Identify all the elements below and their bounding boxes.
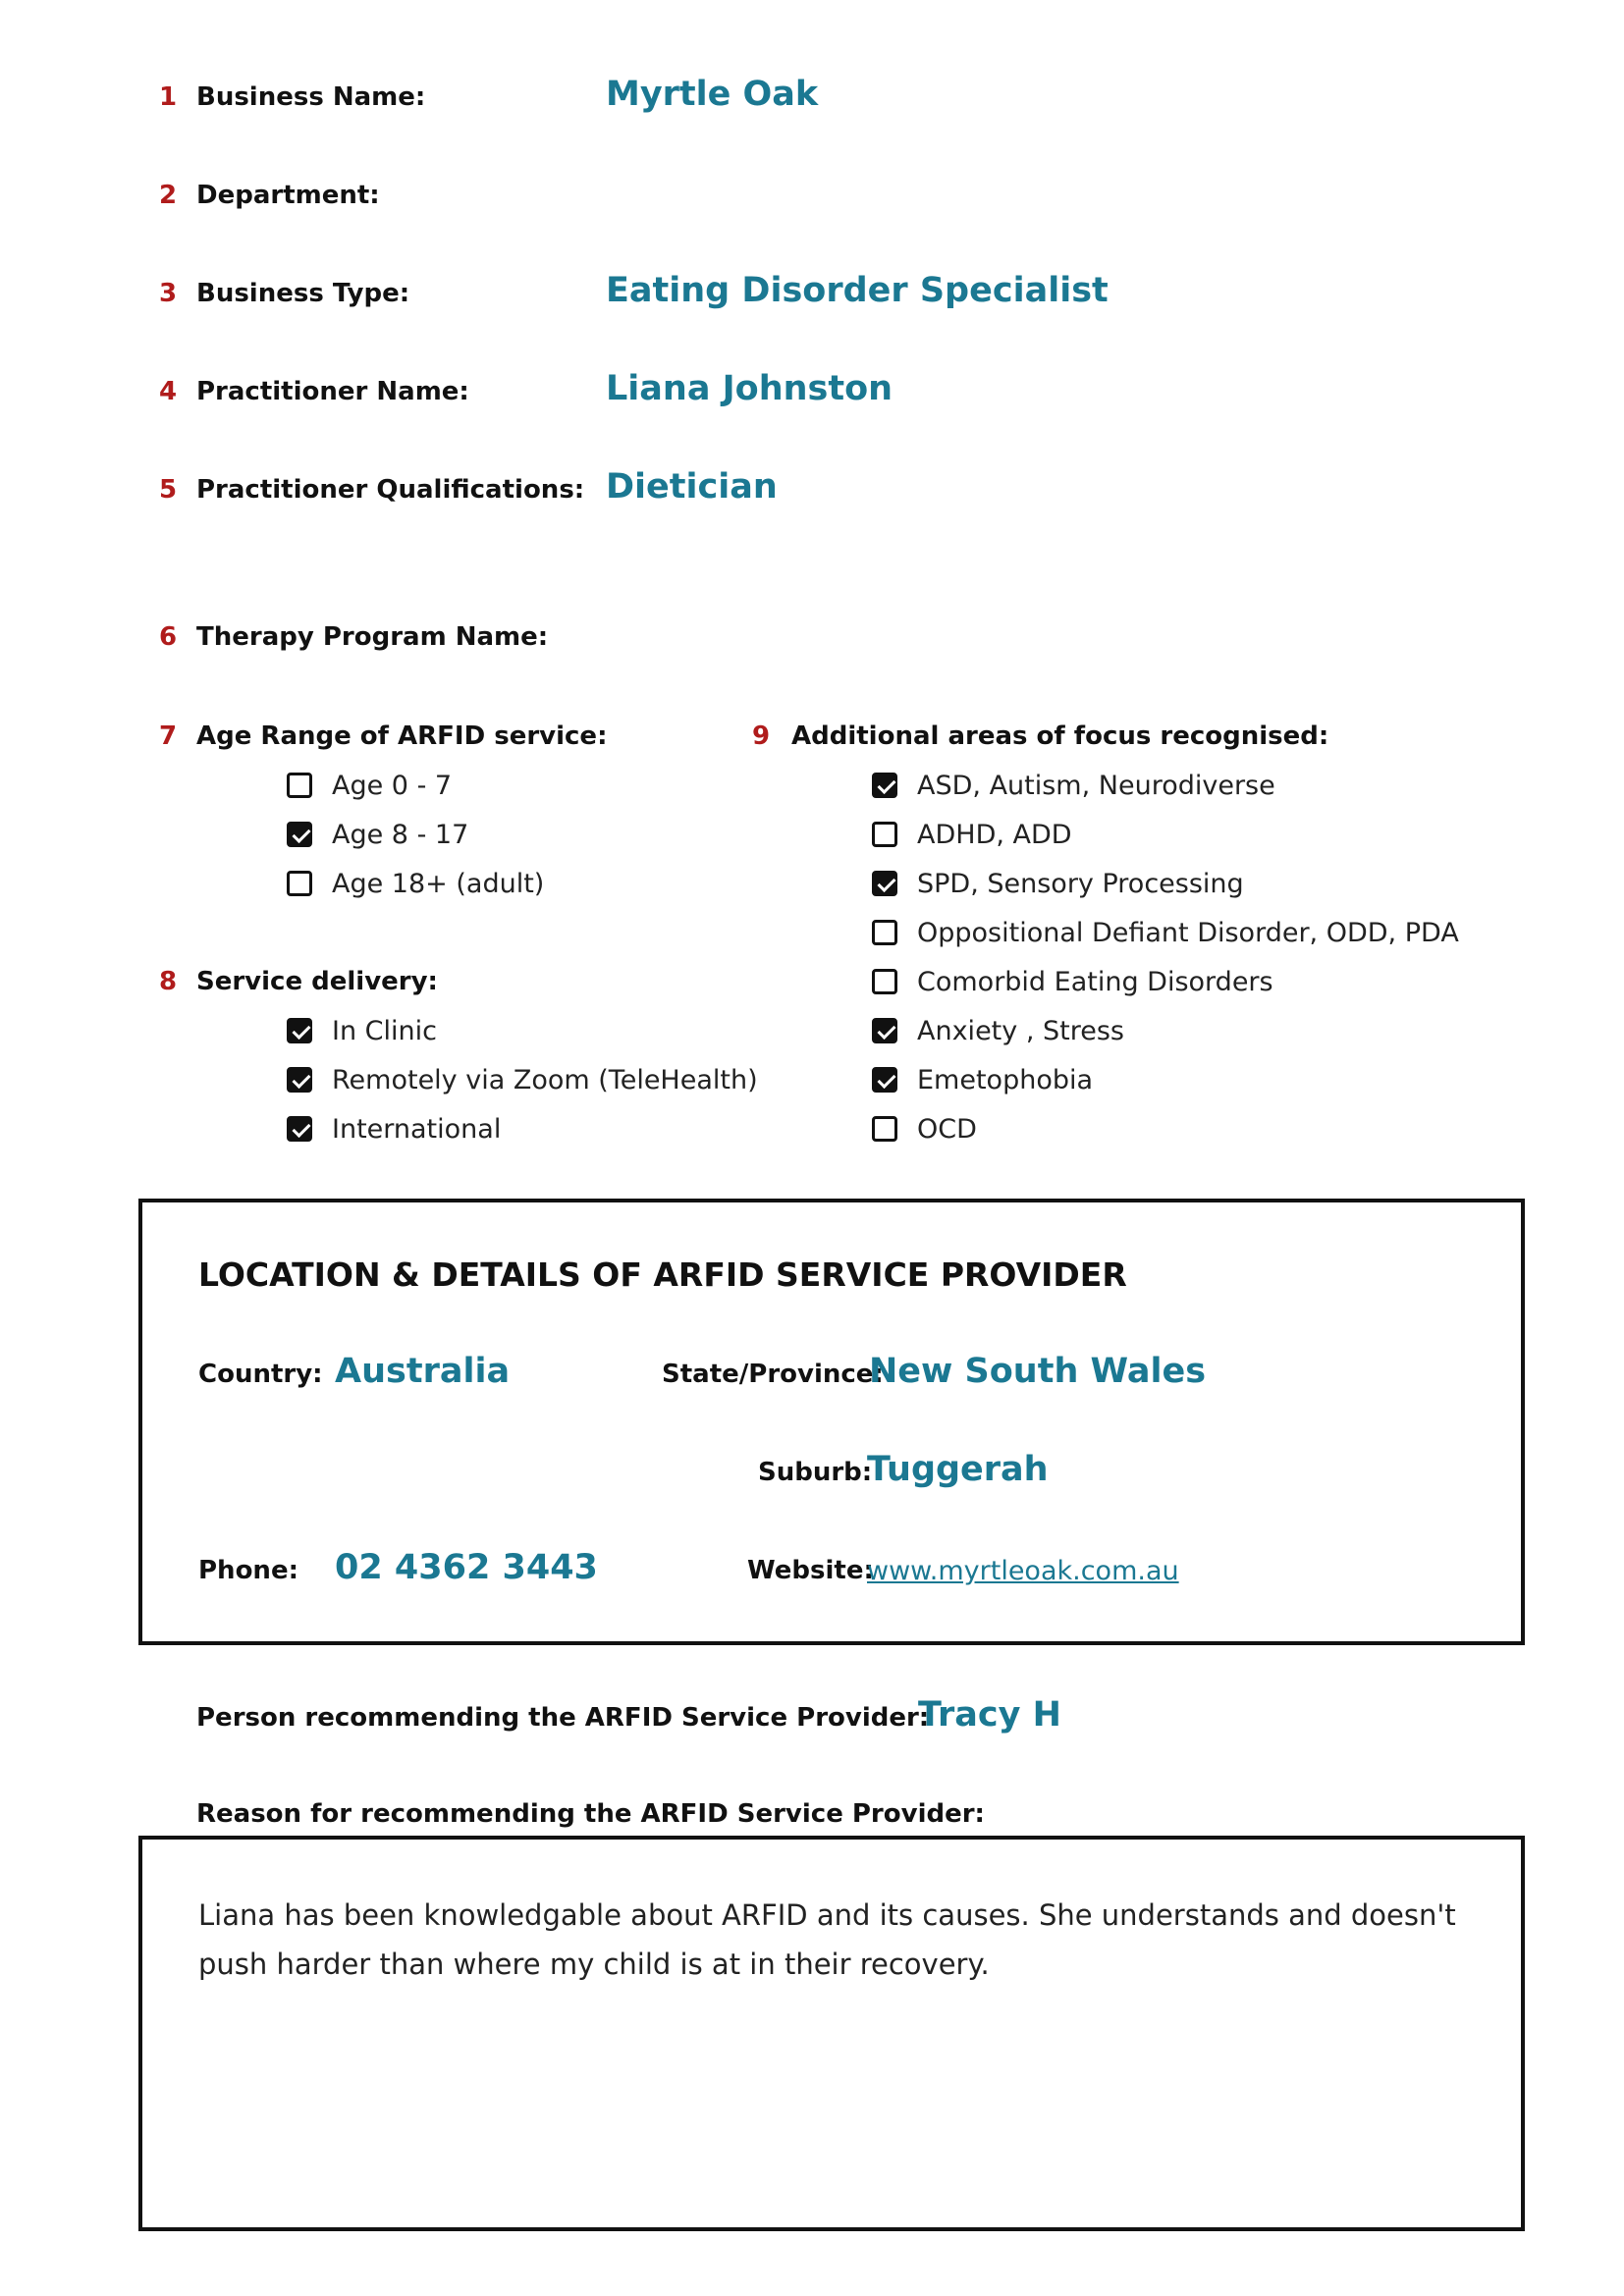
state-label: State/Province: xyxy=(662,1360,884,1389)
field-number: 6 xyxy=(159,622,178,652)
field-number: 9 xyxy=(752,721,771,751)
spd-label: SPD, Sensory Processing xyxy=(917,869,1244,899)
asd-label: ASD, Autism, Neurodiverse xyxy=(917,771,1275,801)
therapy-program-label: Therapy Program Name: xyxy=(196,622,549,652)
international-label: International xyxy=(332,1114,502,1145)
field-number: 5 xyxy=(159,475,178,505)
practitioner-qualifications-value: Dietician xyxy=(606,467,778,507)
recommender-label: Person recommending the ARFID Service Provider: xyxy=(196,1703,930,1733)
odd-checkbox[interactable] xyxy=(872,920,897,945)
field-number: 1 xyxy=(159,82,178,112)
telehealth-label: Remotely via Zoom (TeleHealth) xyxy=(332,1065,758,1095)
reason-box xyxy=(138,1836,1525,2231)
website-link[interactable]: www.myrtleoak.com.au xyxy=(867,1556,1179,1586)
anxiety-label: Anxiety , Stress xyxy=(917,1016,1124,1046)
adhd-label: ADHD, ADD xyxy=(917,820,1072,850)
in-clinic-checkbox[interactable] xyxy=(287,1018,312,1043)
age-8-17-checkbox[interactable] xyxy=(287,822,312,847)
asd-checkbox[interactable] xyxy=(872,773,897,798)
phone-label: Phone: xyxy=(198,1556,298,1585)
suburb-value: Tuggerah xyxy=(867,1450,1049,1489)
website-label: Website: xyxy=(747,1556,874,1585)
age-range-label: Age Range of ARFID service: xyxy=(196,721,608,751)
recommender-value: Tracy H xyxy=(918,1695,1061,1735)
practitioner-qualifications-label: Practitioner Qualifications: xyxy=(196,475,585,505)
telehealth-checkbox[interactable] xyxy=(287,1067,312,1093)
age-18-adult-label: Age 18+ (adult) xyxy=(332,869,545,899)
comorbid-label: Comorbid Eating Disorders xyxy=(917,967,1273,997)
ocd-label: OCD xyxy=(917,1114,977,1145)
spd-checkbox[interactable] xyxy=(872,871,897,896)
suburb-label: Suburb: xyxy=(758,1458,873,1487)
service-delivery-label: Service delivery: xyxy=(196,967,438,996)
anxiety-checkbox[interactable] xyxy=(872,1018,897,1043)
location-title: LOCATION & DETAILS OF ARFID SERVICE PROVIDER xyxy=(198,1255,1127,1294)
business-type-label: Business Type: xyxy=(196,279,410,308)
field-number: 7 xyxy=(159,721,178,751)
country-value: Australia xyxy=(335,1352,511,1391)
adhd-checkbox[interactable] xyxy=(872,822,897,847)
phone-value: 02 4362 3443 xyxy=(335,1548,598,1587)
field-number: 4 xyxy=(159,377,178,406)
comorbid-checkbox[interactable] xyxy=(872,969,897,994)
country-label: Country: xyxy=(198,1360,323,1389)
international-checkbox[interactable] xyxy=(287,1116,312,1142)
business-name-label: Business Name: xyxy=(196,82,426,112)
additional-focus-label: Additional areas of focus recognised: xyxy=(791,721,1329,751)
practitioner-name-value: Liana Johnston xyxy=(606,369,893,408)
field-number: 2 xyxy=(159,181,178,210)
reason-label: Reason for recommending the ARFID Service Provider: xyxy=(196,1799,985,1829)
age-8-17-label: Age 8 - 17 xyxy=(332,820,469,850)
age-0-7-checkbox[interactable] xyxy=(287,773,312,798)
ocd-checkbox[interactable] xyxy=(872,1116,897,1142)
department-label: Department: xyxy=(196,181,380,210)
emetophobia-label: Emetophobia xyxy=(917,1065,1094,1095)
age-18-adult-checkbox[interactable] xyxy=(287,871,312,896)
field-number: 3 xyxy=(159,279,178,308)
state-value: New South Wales xyxy=(869,1352,1207,1391)
in-clinic-label: In Clinic xyxy=(332,1016,437,1046)
reason-text: Liana has been knowledgable about ARFID and its causes. She understands and doesn't push harder than where my child is at in their recovery. xyxy=(198,1898,1456,1981)
emetophobia-checkbox[interactable] xyxy=(872,1067,897,1093)
odd-label: Oppositional Defiant Disorder, ODD, PDA xyxy=(917,918,1459,948)
business-type-value: Eating Disorder Specialist xyxy=(606,271,1109,310)
field-number: 8 xyxy=(159,967,178,996)
business-name-value: Myrtle Oak xyxy=(606,75,819,114)
location-box xyxy=(138,1199,1525,1645)
age-0-7-label: Age 0 - 7 xyxy=(332,771,453,801)
practitioner-name-label: Practitioner Name: xyxy=(196,377,469,406)
